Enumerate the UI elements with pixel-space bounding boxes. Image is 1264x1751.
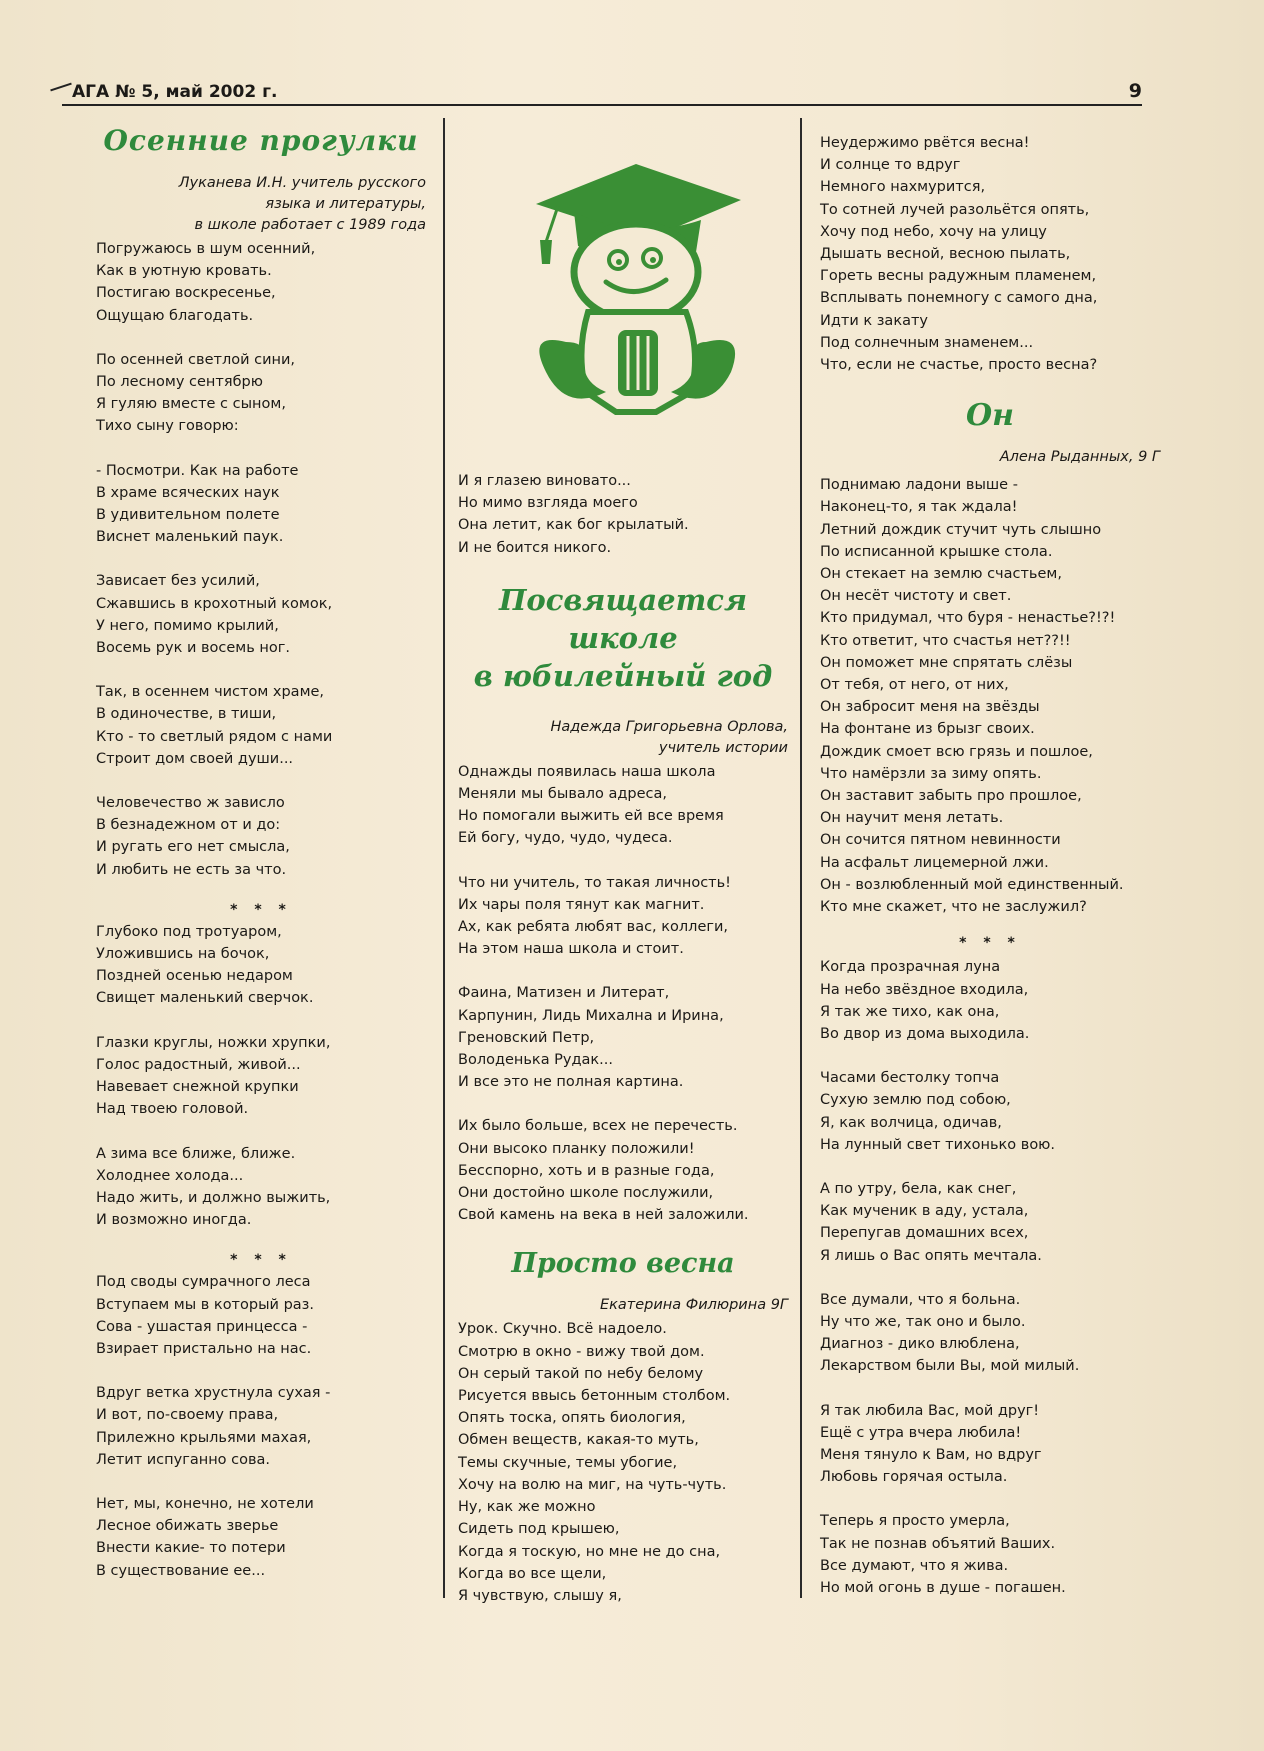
poem-line: Летний дождик стучит чуть слышно — [820, 521, 1102, 538]
title-line: Посвящается школе — [498, 582, 748, 655]
poem-line: И все это не полная картина. — [458, 1074, 684, 1091]
poem-line: Они высоко планку положили! — [458, 1140, 695, 1157]
poem-line: Греновский Петр, — [458, 1029, 595, 1046]
poem-line: Погружаюсь в шум осенний, — [96, 241, 316, 257]
poem-line: Кто ответит, что счастья нет??!! — [820, 632, 1071, 649]
poem-line: Поздней осенью недаром — [96, 968, 293, 985]
poem-line: Как в уютную кровать. — [96, 263, 272, 280]
poem-line: Зависает без усилий, — [96, 573, 260, 590]
poem-line: Идти к закату — [820, 312, 928, 329]
poem-line: Он сочится пятном невинности — [820, 832, 1061, 849]
poem-line: И вот, по-своему права, — [96, 1407, 279, 1424]
poem-line: Ей богу, чудо, чудо, чудеса. — [458, 830, 673, 847]
column-1 — [96, 124, 426, 1604]
poem-stanza — [820, 1178, 1160, 1267]
poem-line: Карпунин, Лидь Михална и Ирина, — [458, 1007, 724, 1024]
poem-line: Когда прозрачная луна — [820, 959, 1001, 976]
poem-line: Холоднее холода... — [96, 1167, 244, 1184]
poem-line: Постигаю воскресенье, — [96, 285, 276, 302]
poem-stanza — [96, 792, 426, 881]
poem-stanza — [96, 1493, 426, 1582]
poem-line: Она летит, как бог крылатый. — [458, 517, 689, 534]
poem-line: На асфальт лицемерной лжи. — [820, 854, 1049, 871]
poem-line: И я глазею виновато... — [458, 473, 631, 489]
poem-line: Я лишь о Вас опять мечтала. — [820, 1247, 1042, 1264]
poem-line: Хочу на волю на миг, на чуть-чуть. — [458, 1476, 727, 1493]
poem-line: Сухую землю под собою, — [820, 1092, 1011, 1109]
poem-line: Гореть весны радужным пламенем, — [820, 268, 1097, 285]
poem-stanza — [820, 1400, 1160, 1489]
poem-stanza — [820, 132, 1160, 376]
poem-line: То сотней лучей разольётся опять, — [820, 201, 1090, 218]
poem-line: Он - возлюбленный мой единственный. — [820, 876, 1124, 893]
poem-line: Прилежно крыльями махая, — [96, 1429, 312, 1446]
poem-stanza — [820, 956, 1160, 1045]
byline-rydannykh: Алена Рыданных, 9 Г — [999, 449, 1160, 466]
issue-label: АГА № 5, май 2002 г. — [72, 82, 278, 102]
poem-stanza — [458, 761, 788, 850]
poem-line: Неудержимо рвётся весна! — [820, 135, 1030, 151]
poem-stanza — [96, 921, 426, 1010]
poem-line: Я так же тихо, как она, — [820, 1003, 1000, 1020]
poem-line: По осенней светлой сини, — [96, 351, 296, 368]
poem-line: А по утру, бела, как снег, — [820, 1180, 1017, 1197]
poem-title-school-jubilee — [458, 581, 788, 695]
poem-line: Бесспорно, хоть и в разные года, — [458, 1162, 715, 1179]
poem-line: А зима все ближе, ближе. — [96, 1145, 296, 1162]
poem-line: Кто придумал, что буря - ненастье?!?! — [820, 610, 1116, 627]
poem-line: Любовь горячая остыла. — [820, 1469, 1008, 1486]
poem-line: Глазки круглы, ножки хрупки, — [96, 1034, 331, 1051]
poem-stanza — [96, 460, 426, 549]
poem-line: Он заставит забыть про прошлое, — [820, 788, 1082, 805]
poem-line: Над твоею головой. — [96, 1101, 249, 1118]
poem-line: Так не познав объятий Ваших. — [820, 1535, 1056, 1552]
poem-line: Темы скучные, темы убогие, — [458, 1454, 678, 1471]
poem-stanza — [820, 1510, 1160, 1599]
poem-title-autumn-walks: Осенние прогулки — [103, 124, 419, 157]
stanza-separator: * * * — [230, 1252, 292, 1269]
byline-line: языка и литературы, — [265, 196, 426, 212]
poem-stanza — [96, 1032, 426, 1121]
poem-line: В безнадежном от и до: — [96, 817, 281, 834]
poem-line: Глубоко под тротуаром, — [96, 923, 282, 940]
poem-line: Всплывать понемногу с самого дна, — [820, 290, 1098, 307]
page-header — [62, 80, 1142, 106]
poem-line: Так, в осеннем чистом храме, — [96, 684, 325, 701]
poem-line: Он стекает на землю счастьем, — [820, 566, 1062, 583]
poem-line: В храме всяческих наук — [96, 484, 280, 501]
poem-line: Голос радостный, живой... — [96, 1056, 301, 1073]
poem-line: По исписанной крышке стола. — [820, 543, 1053, 560]
page-number: 9 — [1128, 80, 1142, 102]
poem-line: Володенька Рудак... — [458, 1052, 614, 1069]
byline-line: в школе работает с 1989 года — [194, 217, 426, 233]
graduate-mascot-illustration — [506, 142, 776, 422]
poem-stanza — [96, 1143, 426, 1232]
poem-line: Уложившись на бочок, — [96, 946, 270, 963]
column-divider-2 — [800, 118, 802, 1598]
byline-filyurina: Екатерина Филюрина 9Г — [599, 1297, 788, 1314]
poem-line: Кто - то светлый рядом с нами — [96, 728, 333, 745]
column-3 — [820, 132, 1160, 1621]
poem-line: Они достойно школе послужили, — [458, 1185, 714, 1202]
poem-line: Сова - ушастая принцесса - — [96, 1318, 308, 1335]
poem-line: Лесное обижать зверье — [96, 1518, 279, 1535]
poem-line: Он серый такой по небу белому — [458, 1365, 704, 1382]
poem-line: У него, помимо крылий, — [96, 617, 279, 634]
title-line: в юбилейный год — [473, 658, 773, 693]
poem-line: Строит дом своей души... — [96, 750, 294, 767]
poem-line: Я гуляю вместе с сыном, — [96, 396, 286, 413]
poem-line: Перепугав домашних всех, — [820, 1225, 1029, 1242]
poem-stanza — [96, 1271, 426, 1360]
poem-line: Когда я тоскую, но мне не до сна, — [458, 1543, 721, 1560]
poem-line: Немного нахмурится, — [820, 179, 986, 196]
poem-line: Урок. Скучно. Всё надоело. — [458, 1321, 667, 1338]
poem-line: Сидеть под крышею, — [458, 1521, 620, 1538]
poem-stanza — [820, 1289, 1160, 1378]
poem-stanza — [96, 1382, 426, 1471]
poem-stanza — [458, 982, 788, 1093]
poem-line: На этом наша школа и стоит. — [458, 941, 684, 958]
poem-line: Свой камень на века в ней заложили. — [458, 1207, 749, 1224]
poem-line: Часами бестолку топча — [820, 1070, 1000, 1087]
poem-line: Тихо сыну говорю: — [96, 418, 239, 435]
poem-stanza — [458, 872, 788, 961]
poem-line: И ругать его нет смысла, — [96, 839, 290, 856]
poem-line: Он несёт чистоту и свет. — [820, 588, 1012, 605]
poem-line: - Посмотри. Как на работе — [96, 462, 299, 479]
poem-title-on: Он — [965, 398, 1014, 434]
poem-line: Их чары поля тянут как магнит. — [458, 896, 705, 913]
poem-line: Теперь я просто умерла, — [820, 1513, 1010, 1530]
poem-line: Ощущаю благодать. — [96, 307, 254, 324]
poem-line: Все думают, что я жива. — [820, 1557, 1009, 1574]
poem-line: Наконец-то, я так ждала! — [820, 499, 1018, 516]
stanza-separator: * * * — [959, 935, 1021, 952]
poem-line: Их было больше, всех не перечесть. — [458, 1118, 738, 1135]
poem-line: Я чувствую, слышу я, — [458, 1587, 622, 1604]
poem-stanza — [96, 349, 426, 438]
poem-stanza — [458, 1318, 788, 1607]
poem-line: Я, как волчица, одичав, — [820, 1114, 1002, 1131]
header-dash — [50, 83, 72, 92]
poem-line: Под солнечным знаменем... — [820, 334, 1034, 351]
poem-line: Диагноз - дико влюблена, — [820, 1336, 1020, 1353]
poem-line: От тебя, от него, от них, — [820, 677, 1009, 694]
byline-line: Луканева И.Н. учитель русского — [178, 175, 426, 191]
poem-line: И любить не есть за что. — [96, 861, 287, 878]
poem-line: Дождик смоет всю грязь и пошлое, — [820, 743, 1093, 760]
poem-line: Вступаем мы в который раз. — [96, 1296, 314, 1313]
poem-line: Но помогали выжить ей все время — [458, 808, 724, 825]
poem-stanza — [96, 238, 426, 327]
poem-line: И не боится никого. — [458, 539, 612, 556]
poem-line: В одиночестве, в тиши, — [96, 706, 277, 723]
poem-line: Он забросит меня на звёзды — [820, 699, 1040, 716]
poem-line: Ах, как ребята любят вас, коллеги, — [458, 919, 729, 936]
poem-line: Он научит меня летать. — [820, 810, 1004, 827]
byline-lukaneva — [96, 173, 426, 236]
poem-line: Как мученик в аду, устала, — [820, 1203, 1029, 1220]
poem-line: Ещё с утра вчера любила! — [820, 1424, 1022, 1441]
poem-line: Меняли мы бывало адреса, — [458, 786, 668, 803]
poem-line: Рисуется ввысь бетонным столбом. — [458, 1388, 731, 1405]
poem-line: Я так любила Вас, мой друг! — [820, 1402, 1040, 1419]
poem-line: Под своды сумрачного леса — [96, 1274, 311, 1291]
poem-title-just-spring: Просто весна — [511, 1248, 735, 1280]
poem-line: Меня тянуло к Вам, но вдруг — [820, 1446, 1042, 1463]
poem-line: На фонтане из брызг своих. — [820, 721, 1035, 738]
header-rule — [62, 104, 1142, 106]
poem-line: По лесному сентябрю — [96, 374, 263, 391]
poem-line: Ну что же, так оно и было. — [820, 1313, 1026, 1330]
poem-stanza — [820, 474, 1160, 918]
poem-stanza — [458, 470, 788, 559]
poem-line: Взирает пристально на нас. — [96, 1340, 312, 1357]
poem-stanza — [820, 1067, 1160, 1156]
poem-line: Обмен веществ, какая-то муть, — [458, 1432, 699, 1449]
poem-line: Но мимо взгляда моего — [458, 495, 638, 512]
poem-line: Внести какие- то потери — [96, 1540, 286, 1557]
poem-line: В существование ее... — [96, 1562, 266, 1579]
poem-line: Сжавшись в крохотный комок, — [96, 595, 333, 612]
column-divider-1 — [443, 118, 445, 1598]
poem-stanza — [458, 1115, 788, 1226]
column-2 — [458, 470, 788, 1629]
poem-stanza — [96, 570, 426, 659]
poem-line: Восемь рук и восемь ног. — [96, 640, 290, 657]
poem-line: Однажды появилась наша школа — [458, 763, 716, 780]
poem-line: Что ни учитель, то такая личность! — [458, 874, 731, 891]
poem-line: Кто мне скажет, что не заслужил? — [820, 899, 1087, 916]
poem-line: Свищет маленький сверчок. — [96, 990, 314, 1007]
poem-line: Виснет маленький паук. — [96, 529, 284, 546]
poem-line: В удивительном полете — [96, 507, 280, 524]
byline-orlova-role: учитель истории — [658, 739, 788, 756]
byline-orlova-name: Надежда Григорьевна Орлова, — [550, 718, 788, 735]
poem-line: Летит испуганно сова. — [96, 1451, 271, 1468]
poem-line: Фаина, Матизен и Литерат, — [458, 985, 670, 1002]
poem-line: Поднимаю ладони выше - — [820, 477, 1018, 494]
poem-line: И солнце то вдруг — [820, 157, 961, 174]
poem-line: Опять тоска, опять биология, — [458, 1410, 686, 1427]
poem-line: Лекарством были Вы, мой милый. — [820, 1358, 1080, 1375]
poem-line: Смотрю в окно - вижу твой дом. — [458, 1343, 705, 1360]
poem-line: Дышать весной, весною пылать, — [820, 246, 1071, 263]
poem-line: Во двор из дома выходила. — [820, 1025, 1030, 1042]
poem-line: Человечество ж зависло — [96, 795, 285, 812]
poem-line: На небо звёздное входила, — [820, 981, 1029, 998]
poem-line: Хочу под небо, хочу на улицу — [820, 223, 1047, 240]
poem-line: Вдруг ветка хрустнула сухая - — [96, 1385, 331, 1402]
poem-line: Но мой огонь в душе - погашен. — [820, 1579, 1066, 1596]
poem-line: И возможно иногда. — [96, 1212, 252, 1229]
poem-line: Все думали, что я больна. — [820, 1291, 1021, 1308]
poem-line: Ну, как же можно — [458, 1499, 596, 1516]
poem-line: Когда во все щели, — [458, 1565, 607, 1582]
poem-line: Что, если не счастье, просто весна? — [820, 357, 1098, 374]
poem-line: На лунный свет тихонько вою. — [820, 1136, 1056, 1153]
poem-line: Надо жить, и должно выжить, — [96, 1189, 331, 1206]
poem-stanza — [96, 681, 426, 770]
poem-line: Нет, мы, конечно, не хотели — [96, 1495, 314, 1512]
stanza-separator: * * * — [230, 901, 292, 918]
poem-line: Что намёрзли за зиму опять. — [820, 765, 1042, 782]
poem-line: Навевает снежной крупки — [96, 1079, 299, 1096]
poem-line: Он поможет мне спрятать слёзы — [820, 654, 1073, 671]
